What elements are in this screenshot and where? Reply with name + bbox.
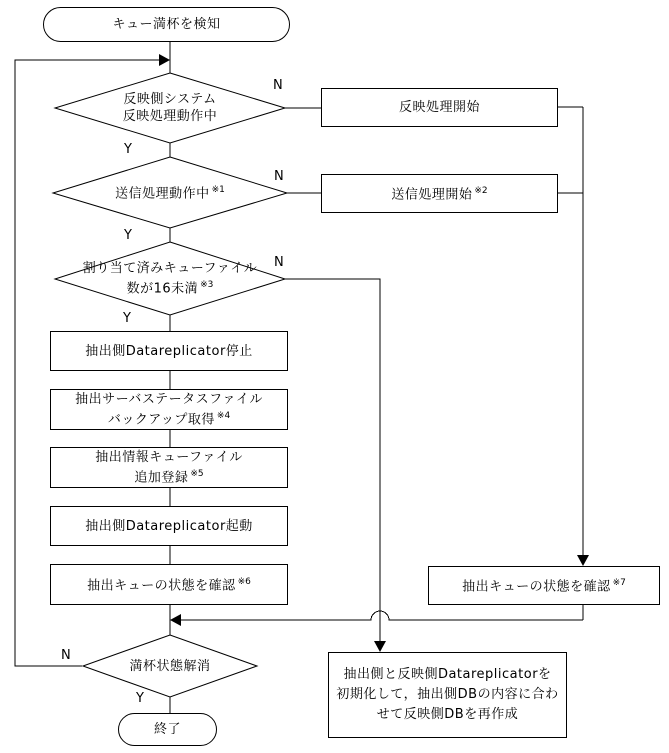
process-check-queue-7-label: 抽出キューの状態を確認 [462,579,611,595]
process-reinitialize-line1: 抽出側と反映側Datareplicatorを [343,667,552,682]
end-terminal [118,713,217,746]
note-ref-6: ※6 [237,577,251,588]
note-ref-3: ※3 [200,279,214,290]
process-start-datareplicator [50,506,288,546]
arrowhead-into-check7 [577,555,589,566]
connector-lines [15,42,583,713]
process-apply-start [321,88,558,127]
process-send-start-label: 送信処理開始 [391,187,473,203]
process-reinitialize-line3: せて反映側DBを再作成 [376,707,519,722]
note-ref-4: ※4 [216,410,231,421]
decision-send-running-label: 送信処理動作中 [115,186,210,202]
start-terminal-label: キュー満杯を検知 [112,17,221,32]
branch-label-yes-queue: Y [123,311,131,326]
process-send-start [321,174,558,213]
branch-label-no-queue: N [274,255,284,270]
process-add-queue-file-line2: 追加登録 [134,470,189,486]
decision-full-resolved-label: 満杯状態解消 [129,658,211,674]
process-add-queue-file [50,447,288,488]
process-check-queue-6-label: 抽出キューの状態を確認 [87,578,236,594]
process-reinitialize-line2: 初期化して，抽出側DBの内容に合わ [336,687,559,702]
decision-queue-files-line1: 割り当て済みキューファイル [82,260,258,276]
process-check-queue-6 [50,564,288,605]
process-stop-datareplicator-label: 抽出側Datareplicator停止 [85,343,253,359]
branch-label-no-send: N [274,169,284,184]
arrowhead-into-reinitialize [374,641,386,652]
process-add-queue-file-line1: 抽出情報キューファイル [95,449,243,465]
decision-full-resolved-shape [83,635,257,697]
line-merge-left [181,611,583,620]
line-d3-no [285,279,380,641]
process-backup-status-file-line1: 抽出サーバステータスファイル [75,391,263,407]
decision-apply-running-line1: 反映側システム [123,92,217,107]
process-check-queue-7 [428,566,660,605]
decision-apply-running-shape [55,73,285,143]
process-backup-status-file-line2: バックアップ取得 [107,412,215,428]
branch-label-yes-send: Y [124,228,132,243]
decision-apply-running-line2: 反映処理動作中 [122,109,218,124]
note-ref-1: ※1 [211,185,225,196]
process-apply-start-label: 反映処理開始 [398,100,480,115]
start-terminal [43,7,290,42]
process-start-datareplicator-label: 抽出側Datareplicator起動 [85,518,253,534]
process-backup-status-file [50,389,288,430]
note-ref-5: ※5 [190,468,204,479]
arrowhead-loop-into-spine [159,54,170,66]
process-stop-datareplicator [50,331,288,371]
decision-queue-files-line2: 数が16未満 [126,281,199,297]
branch-label-yes-resolved: Y [136,691,144,706]
end-terminal-label: 終了 [153,722,181,737]
process-reinitialize [328,652,567,738]
arrowhead-merge-into-spine [170,614,181,626]
branch-label-no-resolved: N [61,648,71,663]
branch-label-yes-apply: Y [124,142,132,157]
note-ref-2: ※2 [474,186,488,197]
branch-label-no-apply: N [273,78,283,93]
decision-queue-files-shape [55,242,285,315]
note-ref-7: ※7 [612,578,626,589]
decision-send-running-shape [53,157,287,228]
